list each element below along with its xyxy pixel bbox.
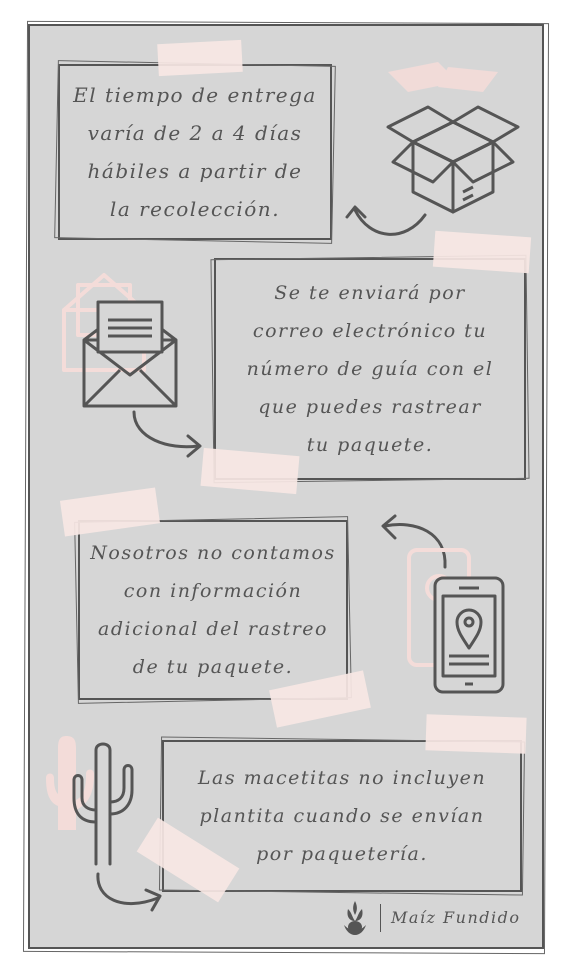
note-line: que puedes rastrear (258, 396, 482, 418)
note-line: con información (123, 580, 303, 602)
tape-strip (425, 714, 526, 753)
note-tracking-email (214, 258, 526, 480)
note-delivery-time (58, 64, 332, 240)
tape-strip (433, 231, 531, 274)
curved-arrow-icon (128, 408, 208, 458)
cactus-icon (44, 730, 144, 870)
note-line: número de guía con el (246, 358, 494, 380)
note-line: plantita cuando se envían (199, 805, 485, 827)
maiz-fundido-logo-icon (340, 899, 370, 937)
note-line: de tu paquete. (132, 656, 294, 678)
tape-strip (157, 40, 243, 76)
note-line: la recolección. (109, 197, 281, 221)
note-line: adicional del rastreo (98, 618, 328, 640)
curved-arrow-icon (345, 195, 430, 245)
note-line: El tiempo de entrega (73, 83, 317, 107)
note-line: tu paquete. (306, 434, 434, 456)
brand-signature (340, 898, 540, 938)
note-line: hábiles a partir de (87, 159, 303, 183)
note-line: por paquetería. (256, 843, 428, 865)
note-line: Se te enviará por (274, 282, 466, 304)
note-line: correo electrónico tu (252, 320, 488, 342)
curved-arrow-icon (92, 868, 172, 918)
note-no-tracking-info (78, 520, 348, 700)
brand-name: Maíz Fundido (380, 904, 521, 932)
note-line: Nosotros no contamos (90, 542, 336, 564)
phone-location-icon (405, 548, 510, 698)
note-line: varía de 2 a 4 días (87, 121, 303, 145)
envelope-icon (60, 270, 190, 420)
note-line: Las macetitas no incluyen (197, 767, 487, 789)
